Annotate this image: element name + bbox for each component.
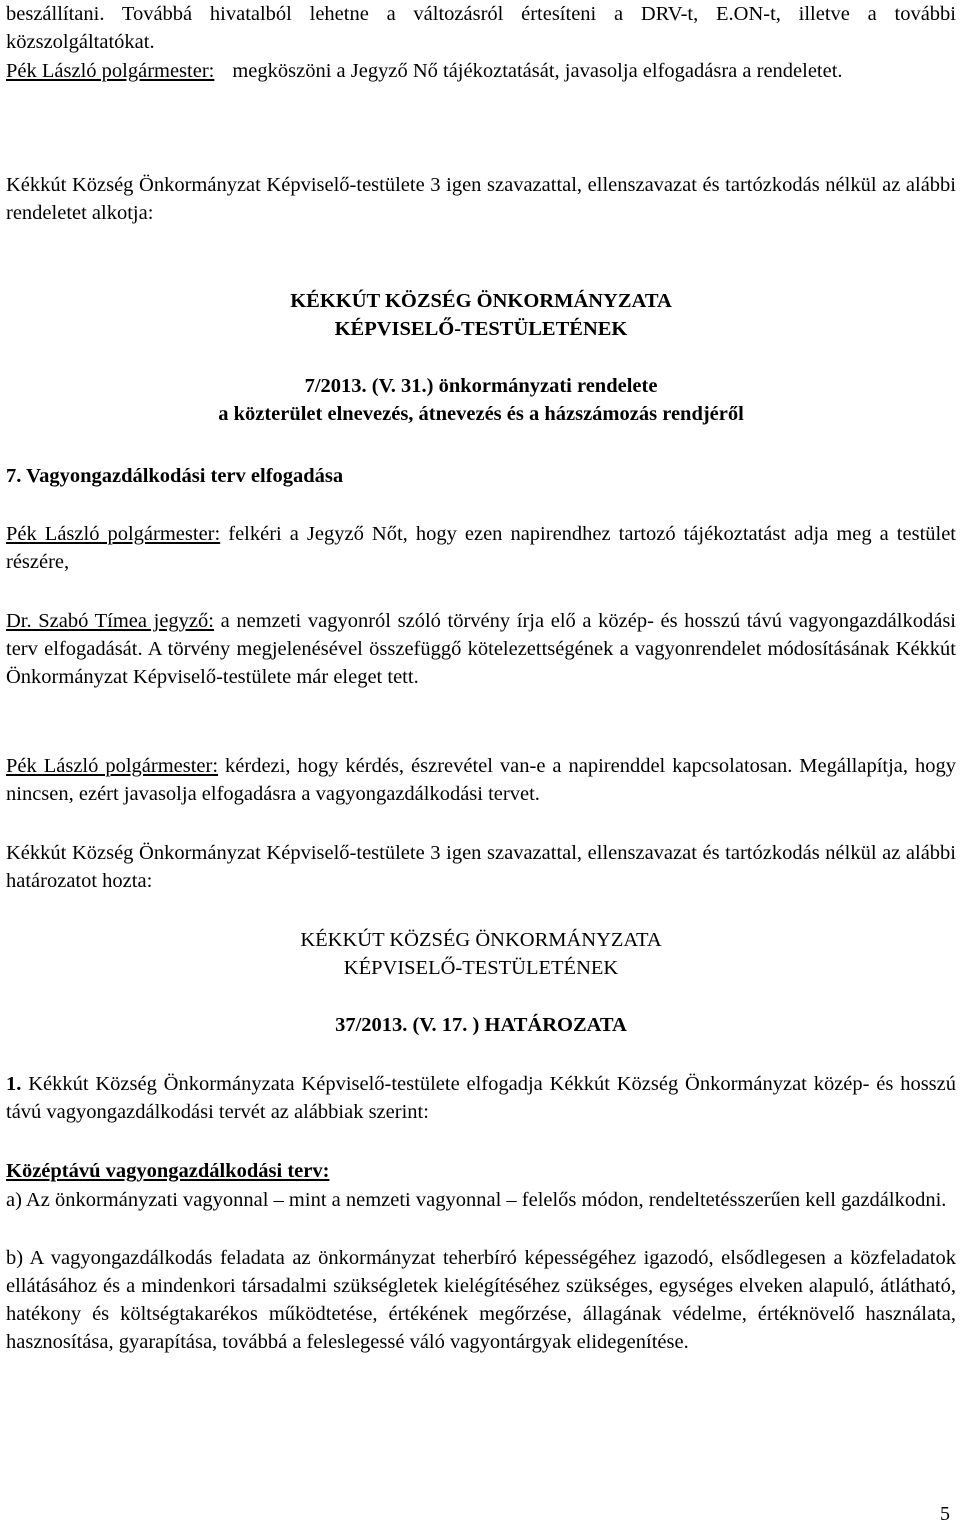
section-7-number: 7. [6, 465, 22, 487]
paragraph-4-text: felkéri a Jegyző Nőt, hogy ezen napirendhez tartozó tájékoztatást adja meg a testület részére, [6, 523, 957, 573]
paragraph-2 [6, 57, 956, 85]
speaker-notary: Dr. Szabó Tímea jegyző: [6, 610, 214, 632]
paragraph-7: Kékkút Község Önkormányzat Képviselő-testülete 3 igen szavazattal, ellenszavazat és tartózkodás nélkül az alábbi határozatot hozta: [6, 842, 956, 892]
page-number: 5 [940, 1503, 950, 1525]
paragraph-8-text: Kékkút Község Önkormányzata Képviselő-testülete elfogadja Kékkút Község Önkormányzat közép- és hosszú távú vagyongazdálkodási tervét az alábbiak szerint: [6, 1073, 956, 1123]
mid-term-heading: Középtávú vagyongazdálkodási terv: [6, 1160, 330, 1182]
speaker-mayor: Pék László polgármester: [6, 523, 221, 545]
decree-heading-line3: 7/2013. (V. 31.) önkormányzati rendelete [304, 375, 658, 397]
paragraph-1: beszállítani. Továbbá hivatalból lehetne a változásról értesíteni a DRV-t, E.ON-t, illetve a további közszolgáltatókat. [6, 3, 956, 53]
paragraph-2-text: megköszöni a Jegyző Nő tájékoztatását, javasolja elfogadásra a rendeletet. [232, 60, 843, 82]
paragraph-6-text: kérdezi, hogy kérdés, észrevétel van-e a napirenddel kapcsolatosan. Megállapítja, hogy nincsen, ezért javasolja elfogadásra a vagyongazdálkodási tervet. [6, 755, 957, 805]
decree-heading-line4: a közterület elnevezés, átnevezés és a házszámozás rendjéről [218, 403, 744, 425]
decree-heading [6, 287, 956, 428]
paragraph-5-text: a nemzeti vagyonról szóló törvény írja elő a közép- és hosszú távú vagyongazdálkodási terv elfogadását. A törvény megjelenésével összefüggő kötelezettségének a vagyonrendelet módosításának Kékkút Önkormányzat Képviselő-testülete már eleget tett. [6, 610, 956, 688]
section-7-title: Vagyongazdálkodási terv elfogadása [26, 465, 344, 487]
resolution-heading-line3: 37/2013. (V. 17. ) HATÁROZATA [335, 1014, 627, 1036]
item-b: b) A vagyongazdálkodás feladata az önkormányzat teherbíró képességéhez igazodó, elsődlegesen a közfeladatok ellátásához és a mindenkori társadalmi szükségletek kielégítéséhez szükséges, egységes elveken alapuló, átlátható, hatékony és költségtakarékos működtetése, értékének megőrzése, állagának védelme, értéknövelő használata, hasznosítása, gyarapítása, továbbá a feleslegessé váló vagyontárgyak elidegenítése. [6, 1247, 956, 1353]
document-page [6, 0, 956, 1537]
paragraph-8 [6, 1070, 956, 1126]
speaker-mayor: Pék László polgármester: [6, 755, 219, 777]
paragraph-5 [6, 607, 956, 691]
decree-heading-line1: KÉKKÚT KÖZSÉG ÖNKORMÁNYZATA [290, 290, 672, 312]
paragraph-6 [6, 752, 956, 808]
paragraph-4 [6, 520, 956, 576]
resolution-heading-line1: KÉKKÚT KÖZSÉG ÖNKORMÁNYZATA [300, 929, 662, 951]
section-7-heading [6, 462, 956, 490]
item-a: a) Az önkormányzati vagyonnal – mint a nemzeti vagyonnal – felelős módon, rendeltetésszerűen kell gazdálkodni. [6, 1189, 947, 1211]
resolution-heading [6, 926, 956, 1039]
resolution-heading-line2: KÉPVISELŐ-TESTÜLETÉNEK [343, 957, 619, 979]
speaker-mayor: Pék László polgármester: [6, 60, 215, 82]
paragraph-3: Kékkút Község Önkormányzat Képviselő-testülete 3 igen szavazattal, ellenszavazat és tartózkodás nélkül az alábbi rendeletet alkotja: [6, 174, 956, 224]
decree-heading-line2: KÉPVISELŐ-TESTÜLETÉNEK [334, 318, 628, 340]
resolution-item-number: 1. [6, 1073, 22, 1095]
